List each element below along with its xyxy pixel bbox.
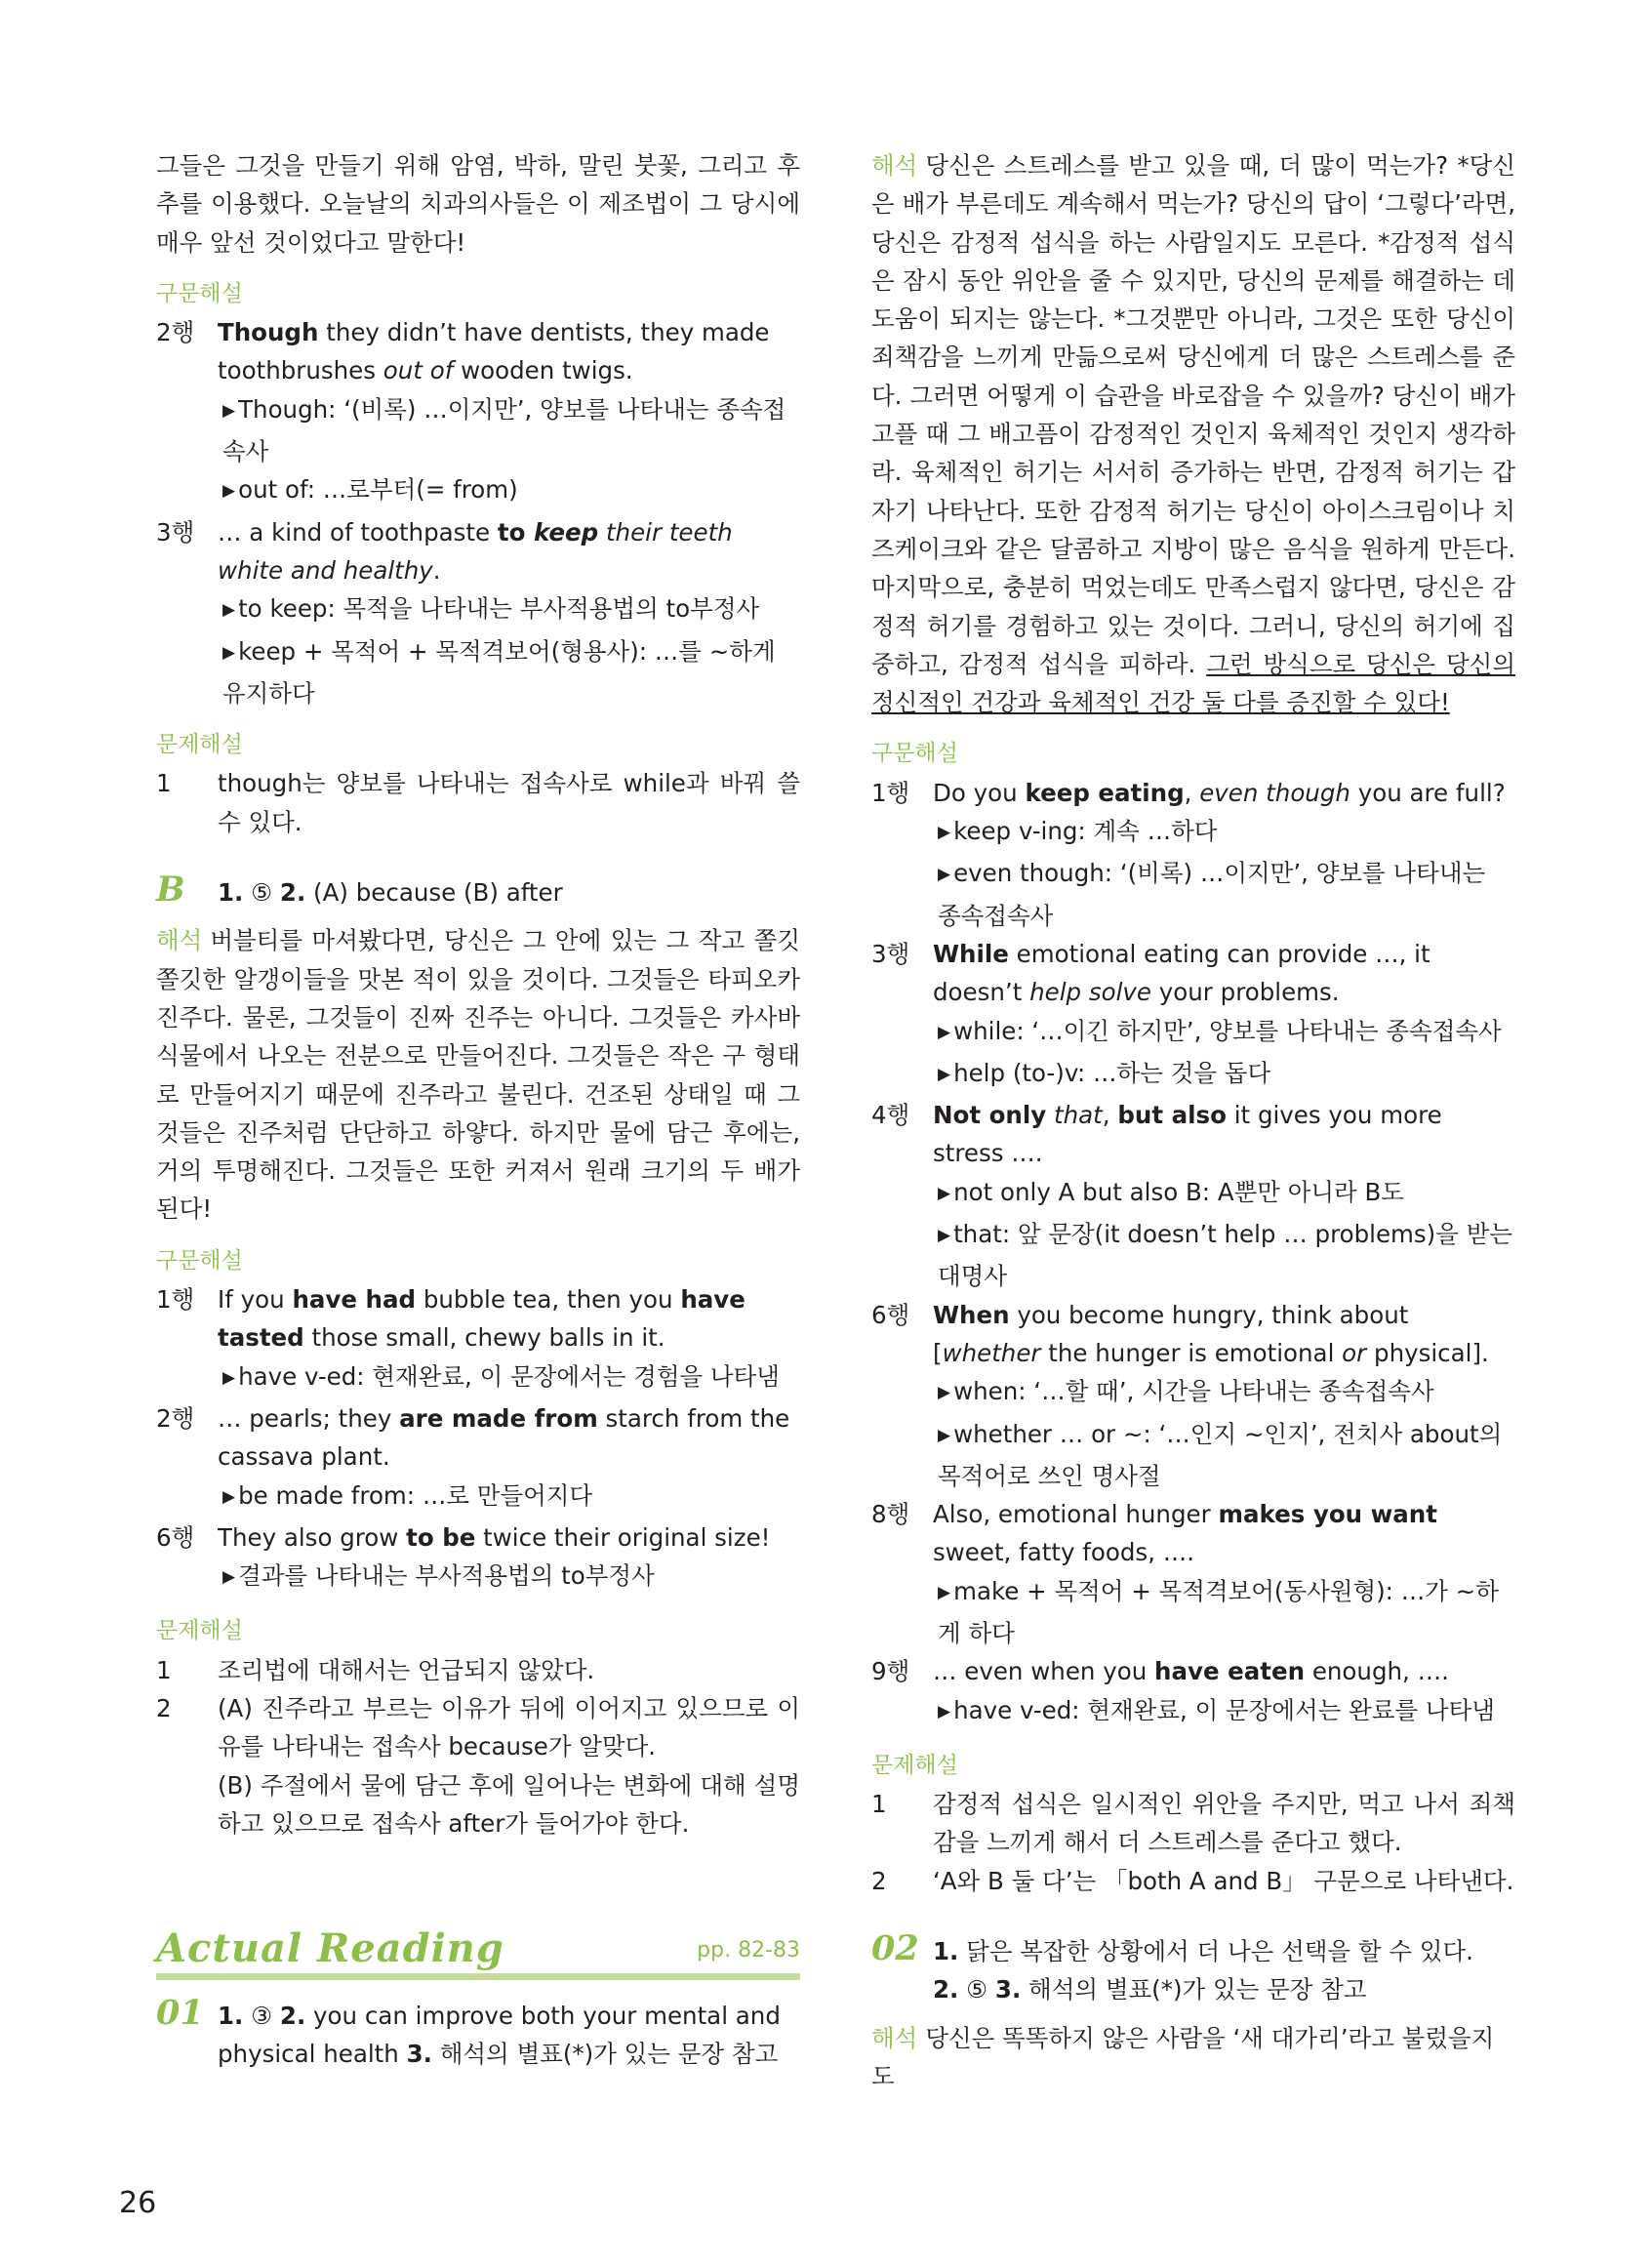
triangle-icon: ▶ (938, 1226, 951, 1246)
syntax-item (156, 313, 800, 512)
grammar-note: ▶ make + 목적어 + 목적격보어(동사원형): …가 ~하게 하다 (938, 1576, 1499, 1647)
section-title: Actual Reading (156, 1924, 504, 1971)
syntax-item (156, 1399, 800, 1518)
translation-paragraph: 해석 당신은 똑똑하지 않은 사람을 ‘새 대가리’라고 불렀을지도 (871, 2023, 1495, 2090)
grammar-note: ▶ keep + 목적어 + 목적격보어(형용사): …를 ~하게 유지하다 (222, 636, 776, 708)
syntax-heading: 구문해설 (156, 280, 243, 306)
triangle-icon: ▶ (938, 1383, 951, 1403)
line-number: 2행 (156, 1403, 195, 1433)
section-title-bar (156, 1905, 800, 1980)
grammar-note: ▶ to keep: 목적을 나타내는 부사적용법의 to부정사 (222, 594, 760, 624)
example-sentence: They also grow to be twice their original size! (218, 1522, 771, 1552)
grammar-note: ▶ not only A but also B: A뿐만 아니라 B도 (938, 1177, 1404, 1206)
grammar-note: ▶ have v-ed: 현재완료, 이 문장에서는 경험을 나타냄 (222, 1361, 780, 1391)
syntax-item (156, 1518, 800, 1599)
example-sentence: … a kind of toothpaste to keep their teeth white and healthy. (218, 517, 733, 585)
line-number: 6행 (156, 1522, 195, 1552)
line-number: 6행 (871, 1300, 910, 1329)
syntax-heading: 구문해설 (156, 1247, 243, 1274)
page-number: 26 (119, 2186, 157, 2220)
problem-heading: 문제해설 (156, 1618, 243, 1644)
syntax-item (871, 1495, 1515, 1652)
triangle-icon: ▶ (938, 1183, 951, 1203)
syntax-item (156, 1280, 800, 1399)
triangle-icon: ▶ (222, 1367, 236, 1388)
answer-02 (871, 1929, 1515, 2009)
answer-b (156, 870, 800, 911)
translation-paragraph: 해석 버블티를 마셔봤다면, 당신은 그 안에 있는 그 작고 쫄깃쫄깃한 알갱이들을 맛본 적이 있을 것이다. 그것들은 타피오카 진주다. 물론, 그것들이 진짜 진주는 아니다. 그것들은 카사바 식물에서 나오는 전분으로 만들어진다. 그것들은 작은 구 형태로 만들어지기 때문에 진주라고 불린다. 건조된 상태일 때 그것들은 진주처럼 단단하고 하얗다. 하지만 물에 담근 후에는, 거의 투명해진다. 그것들은 또한 커져서 원래 크기의 두 배가 된다! (156, 926, 800, 1224)
triangle-icon: ▶ (938, 1582, 951, 1602)
line-number: 2행 (156, 318, 195, 347)
grammar-note: ▶ even though: ‘(비록) …이지만’, 양보를 나타내는 종속접속사 (938, 859, 1486, 930)
syntax-item (871, 1096, 1515, 1295)
answer-label: 01 (156, 1993, 204, 2034)
example-sentence: … pearls; they are made from starch from the cassava plant. (218, 1403, 790, 1472)
answer-label: B (156, 870, 185, 911)
grammar-note: ▶ whether … or ~: ‘…인지 ~인지’, 전치사 about의 목적어로 쓰인 명사절 (938, 1419, 1503, 1490)
example-sentence: Though they didn’t have dentists, they made toothbrushes out of wooden twigs. (218, 318, 770, 385)
grammar-note: ▶ Though: ‘(비록) …이지만’, 양보를 나타내는 종속접속사 (222, 394, 786, 466)
grammar-note: ▶ help (to-)v: …하는 것을 돕다 (938, 1058, 1271, 1087)
syntax-item (156, 513, 800, 712)
left-column (156, 146, 800, 2074)
example-sentence: If you have had bubble tea, then you have tasted those small, chewy balls in it. (218, 1285, 745, 1353)
grammar-note: ▶ be made from: …로 만들어지다 (222, 1480, 593, 1510)
grammar-note: ▶ while: ‘…이긴 하지만’, 양보를 나타내는 종속접속사 (938, 1016, 1502, 1045)
triangle-icon: ▶ (222, 600, 236, 621)
problem-item: 1 감정적 섭식은 일시적인 위안을 주지만, 먹고 나서 죄책감을 느끼게 해서 더 스트레스를 준다고 했다. (871, 1790, 1515, 1857)
triangle-icon: ▶ (938, 1064, 951, 1084)
syntax-item (871, 1296, 1515, 1495)
line-number: 1행 (871, 778, 910, 807)
triangle-icon: ▶ (222, 481, 236, 502)
triangle-icon: ▶ (222, 1567, 236, 1588)
example-sentence: When you become hungry, think about [whether the hunger is emotional or physical]. (933, 1300, 1489, 1367)
translation-paragraph: 해석 당신은 스트레스를 받고 있을 때, 더 많이 먹는가? *당신은 배가 부른데도 계속해서 먹는가? 당신의 답이 ‘그렇다’라면, 당신은 감정적 섭식을 하는 사람일지도 모른다. *감정적 섭식은 잠시 동안 위안을 줄 수 있지만, 당신의 문제를 해결하는 데 도움이 되지는 않는다. *그것뿐만 아니라, 그것은 또한 당신이 죄책감을 느끼게 만듦으로써 당신에게 더 많은 스트레스를 준다. 그러면 어떻게 이 습관을 바로잡을 수 있을까? 당신이 배가 고플 때 그 배고픔이 감정적인 것인지 육체적인 것인지 생각하라. 육체적인 허기는 서서히 증가하는 반면, 감정적 허기는 갑자기 나타난다. 또한 감정적 허기는 당신이 아이스크림이나 치즈케이크와 같은 달콤하고 지방이 많은 음식을 원하게 만든다. 마지막으로, 충분히 먹었는데도 만족스럽지 않다면, 당신은 감정적 허기를 경험하고 있는 것이다. 그러니, 당신의 허기에 집중하고, 감정적 섭식을 피하라. 그런 방식으로 당신은 당신의 정신적인 건강과 육체적인 건강 둘 다를 증진할 수 있다! (871, 151, 1515, 717)
triangle-icon: ▶ (938, 1425, 951, 1445)
grammar-note: ▶ when: ‘…할 때’, 시간을 나타내는 종속접속사 (938, 1377, 1434, 1406)
triangle-icon: ▶ (938, 865, 951, 885)
line-number: 1행 (156, 1285, 195, 1315)
problem-item: 1 조리법에 대해서는 언급되지 않았다. (156, 1655, 595, 1684)
problem-heading: 문제해설 (156, 732, 243, 758)
triangle-icon: ▶ (222, 642, 236, 663)
line-number: 4행 (871, 1101, 910, 1130)
grammar-note: ▶ keep v-ing: 계속 …하다 (938, 817, 1218, 846)
example-sentence: While emotional eating can provide …, it doesn’t help solve your problems. (933, 939, 1430, 1007)
syntax-item (871, 1652, 1515, 1733)
grammar-note: ▶ 결과를 나타내는 부사적용법의 to부정사 (222, 1561, 655, 1591)
syntax-heading: 구문해설 (871, 741, 958, 767)
answer-text: 2. ⑤ 3. 해석의 별표(*)가 있는 문장 참고 (933, 1975, 1367, 2004)
example-sentence: Also, emotional hunger makes you want sweet, fatty foods, …. (933, 1500, 1437, 1567)
syntax-item (871, 774, 1515, 935)
intro-paragraph: 그들은 그것을 만들기 위해 암염, 박하, 말린 붓꽃, 그리고 후추를 이용했다. 오늘날의 치과의사들은 이 제조법이 그 당시에 매우 앞선 것이었다고 말한다! (156, 151, 800, 257)
triangle-icon: ▶ (222, 400, 236, 421)
triangle-icon: ▶ (938, 1701, 951, 1721)
page-range: pp. 82-83 (697, 1937, 800, 1963)
grammar-note: ▶ out of: …로부터(= from) (222, 475, 518, 505)
line-number: 8행 (871, 1500, 910, 1529)
example-sentence: … even when you have eaten enough, …. (933, 1657, 1449, 1686)
line-number: 3행 (156, 517, 195, 547)
example-sentence: Not only that, but also it gives you more stress …. (933, 1101, 1442, 1168)
answer-label: 02 (871, 1928, 919, 1969)
line-number: 9행 (871, 1657, 910, 1686)
triangle-icon: ▶ (222, 1486, 236, 1507)
syntax-item (871, 935, 1515, 1096)
answer-text: 1. ⑤ 2. (A) because (B) after (218, 878, 563, 908)
triangle-icon: ▶ (938, 1022, 951, 1042)
line-number: 3행 (871, 939, 910, 968)
problem-heading: 문제해설 (871, 1752, 958, 1778)
grammar-note: ▶ have v-ed: 현재완료, 이 문장에서는 완료를 나타냄 (938, 1695, 1495, 1724)
example-sentence: Do you keep eating, even though you are full? (933, 778, 1506, 807)
answer-text: 1. ③ 2. you can improve both your mental and physical health 3. 해석의 별표(*)가 있는 문장 참고 (218, 2002, 781, 2069)
right-column (871, 146, 1515, 2095)
triangle-icon: ▶ (938, 823, 951, 843)
answer-01 (156, 1994, 800, 2074)
grammar-note: ▶ that: 앞 문장(it doesn’t help … problems)을 받는 대명사 (938, 1220, 1513, 1291)
answer-text: 1. 닭은 복잡한 상황에서 더 나은 선택을 할 수 있다. (933, 1937, 1473, 1966)
problem-item: 1 though는 양보를 나타내는 접속사로 while과 바꿔 쓸 수 있다. (156, 769, 800, 836)
problem-item: 2 ‘A와 B 둘 다’는 「both A and B」 구문으로 나타낸다. (871, 1866, 1514, 1895)
problem-item: 2 (A) 진주라고 부르는 이유가 뒤에 이어지고 있으므로 이유를 나타내는 접속사 because가 알맞다. (B) 주절에서 물에 담근 후에 일어나는 변화에 대해 설명하고 있으므로 접속사 after가 들어가야 한다. (156, 1693, 800, 1838)
